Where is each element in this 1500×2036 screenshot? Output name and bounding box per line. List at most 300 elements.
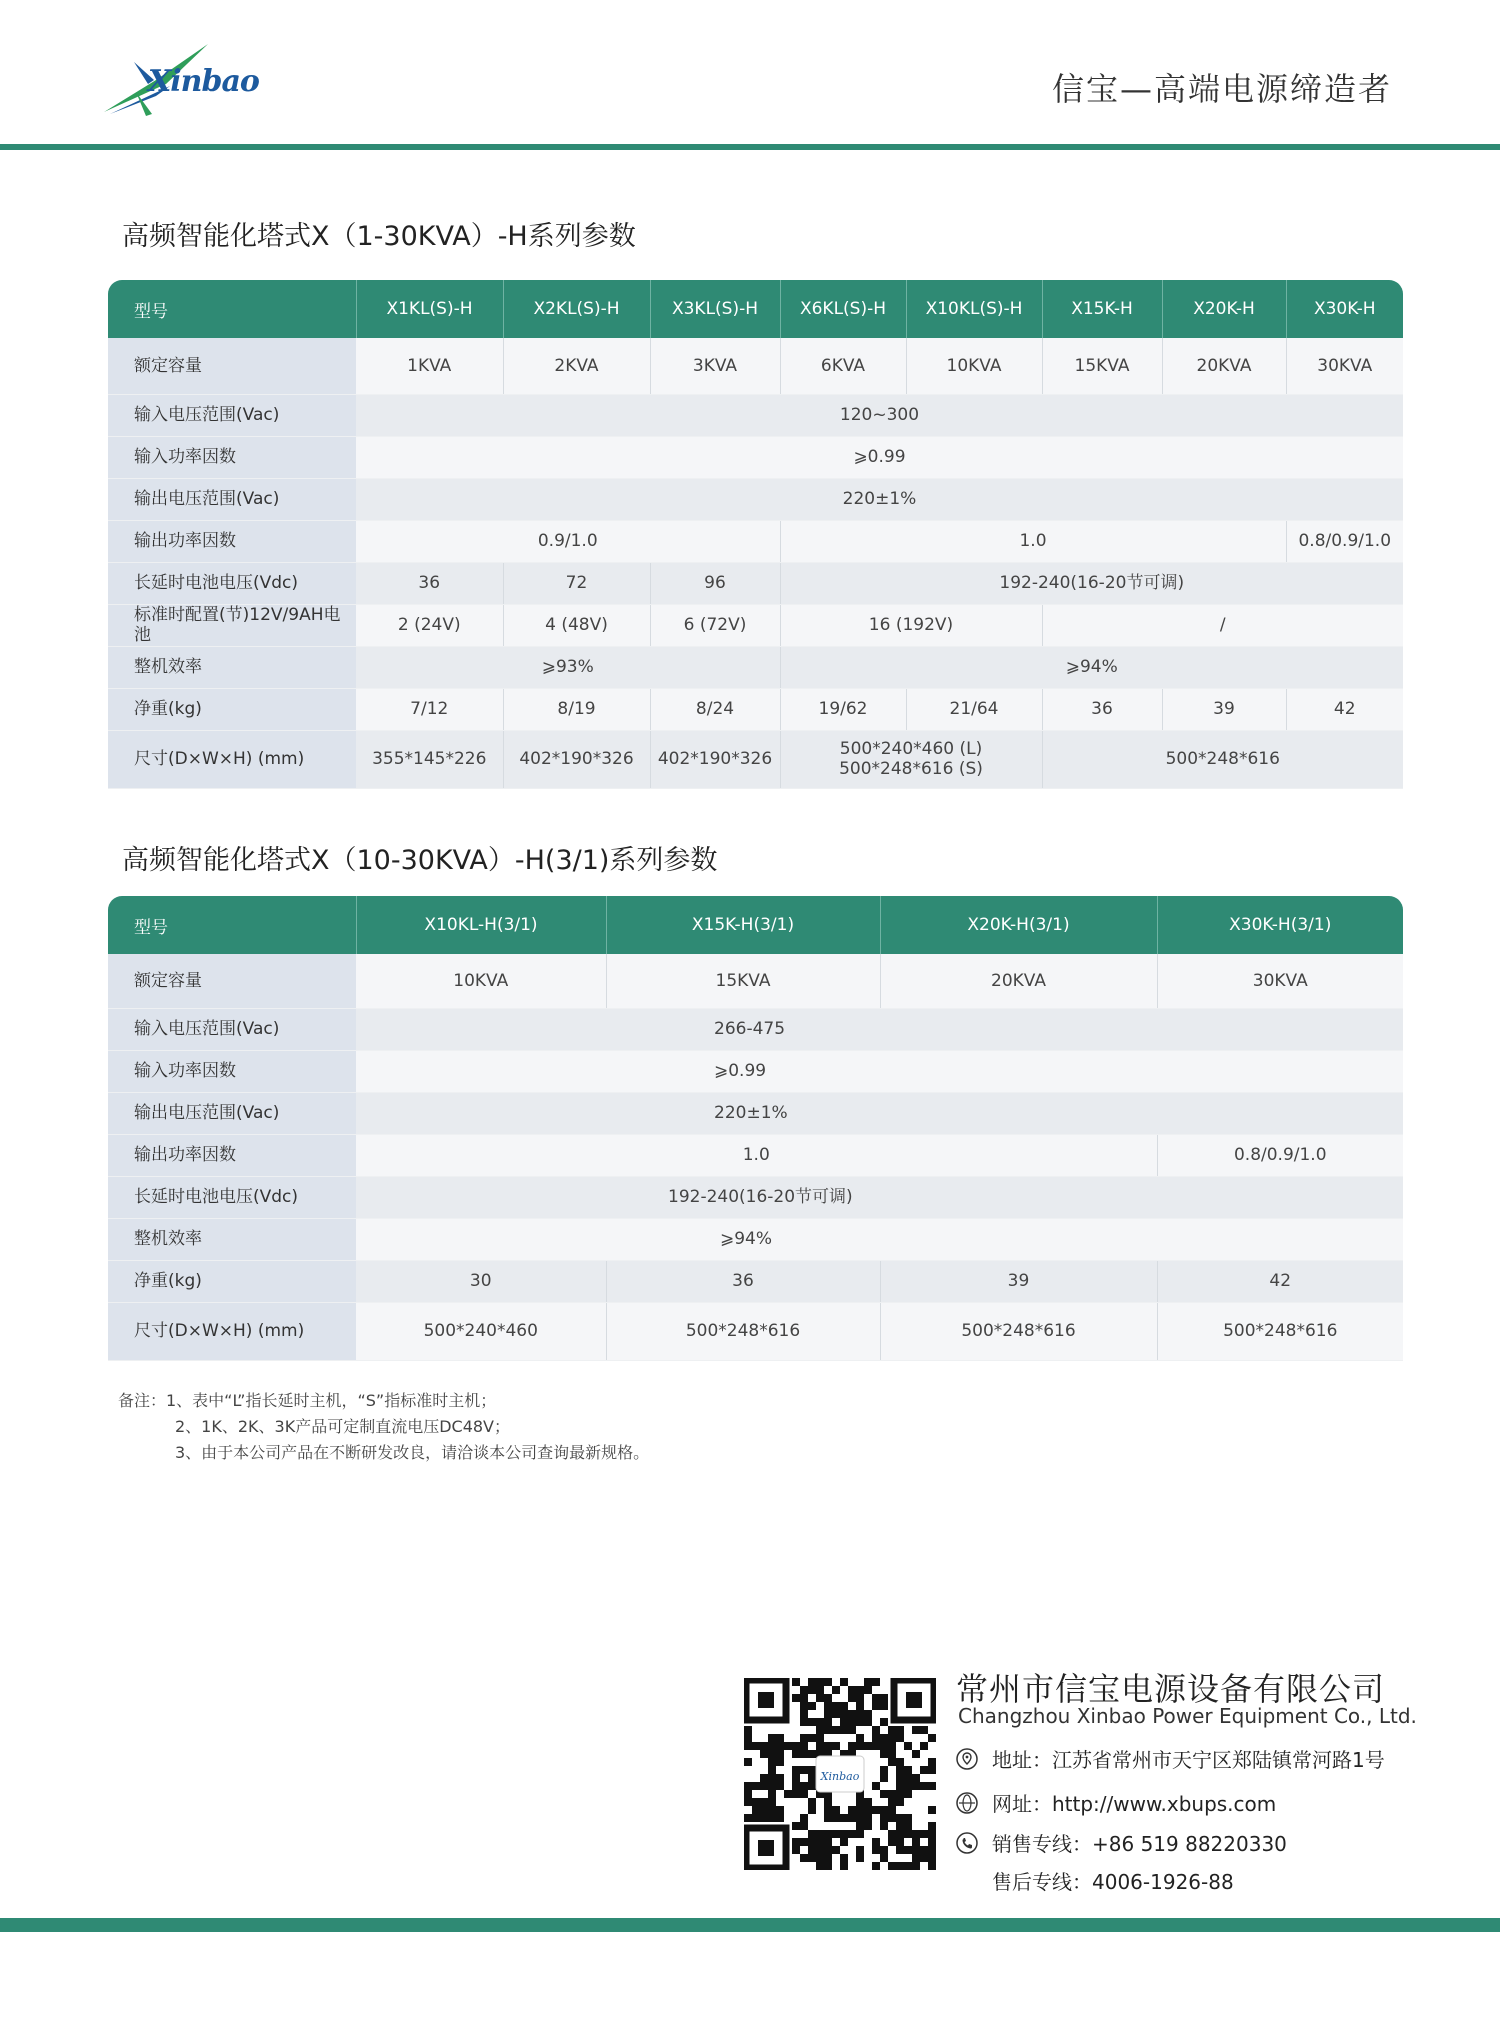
qr-module — [816, 1734, 824, 1742]
qr-module — [856, 1718, 864, 1726]
qr-module — [904, 1782, 912, 1790]
qr-module — [840, 1710, 848, 1718]
qr-module — [808, 1766, 816, 1774]
qr-module — [920, 1830, 928, 1838]
row-label: 尺寸(D×W×H) (mm) — [108, 730, 356, 788]
table-cell: 42 — [1157, 1260, 1403, 1302]
qr-module — [752, 1806, 760, 1814]
qr-module — [840, 1678, 848, 1686]
qr-module — [792, 1782, 800, 1790]
row-label: 输出电压范围(Vac) — [108, 1092, 356, 1134]
table1-title: 高频智能化塔式X（1-30KVA）-H系列参数 — [122, 221, 636, 252]
qr-module — [880, 1814, 888, 1822]
qr-module — [888, 1830, 896, 1838]
qr-module — [888, 1726, 896, 1734]
qr-module — [880, 1774, 888, 1782]
qr-module — [856, 1830, 864, 1838]
website-text[interactable]: 网址：http://www.xbups.com — [992, 1792, 1277, 1816]
qr-module — [912, 1774, 920, 1782]
qr-module — [864, 1798, 872, 1806]
table-cell: 1.0 — [356, 1134, 1157, 1176]
qr-module — [824, 1806, 832, 1814]
qr-module — [880, 1766, 888, 1774]
table-cell: ⩾0.99 — [356, 1050, 1403, 1092]
qr-module — [744, 1734, 752, 1742]
table-cell: 192-240(16-20节可调) — [780, 562, 1403, 604]
qr-module — [776, 1734, 784, 1742]
table-cell: 2 (24V) — [356, 604, 503, 646]
model-header: X30K-H — [1286, 280, 1403, 338]
qr-module — [816, 1854, 824, 1862]
table-cell: 39 — [1162, 688, 1286, 730]
table-cell: 42 — [1286, 688, 1403, 730]
qr-module — [816, 1846, 824, 1854]
globe-icon — [956, 1792, 978, 1814]
qr-module — [824, 1726, 832, 1734]
qr-module — [848, 1694, 856, 1702]
qr-module — [752, 1782, 760, 1790]
qr-module — [776, 1758, 784, 1766]
qr-module — [752, 1798, 760, 1806]
qr-module — [752, 1742, 760, 1750]
company-name-en: Changzhou Xinbao Power Equipment Co., Ltd. — [958, 1704, 1417, 1728]
qr-module — [896, 1766, 904, 1774]
qr-module — [824, 1814, 832, 1822]
qr-module — [912, 1846, 920, 1854]
qr-module — [824, 1798, 832, 1806]
qr-module — [864, 1822, 872, 1830]
table-cell: 6 (72V) — [650, 604, 780, 646]
qr-module — [824, 1862, 832, 1870]
qr-module — [912, 1750, 920, 1758]
qr-module — [824, 1710, 832, 1718]
qr-module — [848, 1726, 856, 1734]
tagline: 信宝—高端电源缔造者 — [1051, 70, 1392, 108]
qr-module — [824, 1838, 832, 1846]
table-cell: 1KVA — [356, 338, 503, 394]
qr-module — [792, 1742, 800, 1750]
table-row — [108, 688, 1403, 730]
qr-module — [800, 1702, 808, 1710]
qr-module — [912, 1854, 920, 1862]
qr-module — [792, 1750, 800, 1758]
qr-module — [824, 1830, 832, 1838]
qr-module — [856, 1710, 864, 1718]
qr-module — [904, 1814, 912, 1822]
contact-service — [956, 1866, 1234, 1895]
qr-module — [792, 1846, 800, 1854]
size-line-s: 500*248*616 (S) — [839, 759, 983, 779]
qr-module — [776, 1742, 784, 1750]
qr-module — [904, 1830, 912, 1838]
table-cell: 0.9/1.0 — [356, 520, 780, 562]
qr-module — [904, 1862, 912, 1870]
table-row — [108, 338, 1403, 394]
qr-module — [832, 1806, 840, 1814]
qr-module — [920, 1742, 928, 1750]
table-cell: 16 (192V) — [780, 604, 1042, 646]
qr-module — [872, 1678, 880, 1686]
qr-module — [880, 1694, 888, 1702]
qr-module — [832, 1814, 840, 1822]
qr-module — [824, 1694, 832, 1702]
table-cell: 402*190*326 — [650, 730, 780, 788]
row-label: 输出功率因数 — [108, 1134, 356, 1176]
qr-module — [848, 1830, 856, 1838]
qr-module — [888, 1750, 896, 1758]
qr-module — [864, 1806, 872, 1814]
row-label: 长延时电池电压(Vdc) — [108, 1176, 356, 1218]
qr-module — [816, 1694, 824, 1702]
qr-module — [768, 1814, 776, 1822]
contact-website — [956, 1788, 1276, 1817]
qr-module — [848, 1710, 856, 1718]
row-label: 整机效率 — [108, 646, 356, 688]
qr-module — [904, 1766, 912, 1774]
qr-module — [856, 1822, 864, 1830]
model-header: X10KL-H(3/1) — [356, 896, 606, 954]
qr-module — [760, 1814, 768, 1822]
table-cell: 500*248*616 — [1042, 730, 1403, 788]
header-model: 型号 — [108, 280, 356, 338]
qr-module — [880, 1734, 888, 1742]
qr-code — [744, 1678, 936, 1870]
qr-module — [856, 1742, 864, 1750]
qr-module — [808, 1806, 816, 1814]
table-row — [108, 1050, 1403, 1092]
qr-module — [848, 1814, 856, 1822]
table-row — [108, 730, 1403, 788]
qr-module — [808, 1830, 816, 1838]
qr-module — [896, 1862, 904, 1870]
table-row — [108, 1260, 1403, 1302]
table-cell: 8/19 — [503, 688, 650, 730]
qr-module — [928, 1766, 936, 1774]
model-header: X1KL(S)-H — [356, 280, 503, 338]
qr-module — [872, 1742, 880, 1750]
qr-module — [800, 1742, 808, 1750]
table-row — [108, 478, 1403, 520]
qr-module — [896, 1838, 904, 1846]
qr-module — [928, 1830, 936, 1838]
row-label: 输出电压范围(Vac) — [108, 478, 356, 520]
qr-module — [896, 1782, 904, 1790]
table-row — [108, 646, 1403, 688]
table-cell: 4 (48V) — [503, 604, 650, 646]
qr-module — [792, 1790, 800, 1798]
table-cell: 36 — [356, 562, 503, 604]
qr-module — [840, 1830, 848, 1838]
qr-module — [896, 1774, 904, 1782]
qr-module — [800, 1718, 808, 1726]
qr-module — [856, 1854, 864, 1862]
model-header: X6KL(S)-H — [780, 280, 906, 338]
table-cell: ⩾0.99 — [356, 436, 1403, 478]
row-label: 尺寸(D×W×H) (mm) — [108, 1302, 356, 1360]
table-row — [108, 954, 1403, 1008]
qr-module — [832, 1830, 840, 1838]
table-cell: 7/12 — [356, 688, 503, 730]
qr-module — [880, 1846, 888, 1854]
qr-module — [880, 1790, 888, 1798]
qr-module — [904, 1774, 912, 1782]
table-cell: 500*248*616 — [1157, 1302, 1403, 1360]
row-label: 长延时电池电压(Vdc) — [108, 562, 356, 604]
qr-module — [808, 1798, 816, 1806]
note-line: 2、1K、2K、3K产品可定制直流电压DC48V； — [175, 1417, 510, 1436]
qr-module — [856, 1814, 864, 1822]
qr-module — [888, 1814, 896, 1822]
qr-module — [880, 1854, 888, 1862]
qr-module — [888, 1806, 896, 1814]
qr-module — [768, 1798, 776, 1806]
qr-module — [800, 1750, 808, 1758]
qr-module — [920, 1726, 928, 1734]
qr-module — [816, 1862, 824, 1870]
table2-title: 高频智能化塔式X（10-30KVA）-H(3/1)系列参数 — [122, 845, 718, 876]
table-row — [108, 604, 1403, 646]
table-cell — [780, 730, 1042, 788]
qr-module — [776, 1750, 784, 1758]
qr-module — [800, 1694, 808, 1702]
qr-module — [760, 1798, 768, 1806]
address-text: 地址：江苏省常州市天宁区郑陆镇常河路1号 — [992, 1748, 1385, 1772]
table-cell: 192-240(16-20节可调) — [356, 1176, 1403, 1218]
qr-module — [744, 1758, 752, 1766]
table-cell: 220±1% — [356, 478, 1403, 520]
qr-module — [816, 1830, 824, 1838]
table-cell: 6KVA — [780, 338, 906, 394]
table-row — [108, 1176, 1403, 1218]
qr-module — [768, 1774, 776, 1782]
qr-module — [848, 1806, 856, 1814]
qr-module — [928, 1734, 936, 1742]
row-label: 输入电压范围(Vac) — [108, 394, 356, 436]
footer-divider — [0, 1918, 1500, 1932]
qr-module — [800, 1814, 808, 1822]
table-row — [108, 1218, 1403, 1260]
qr-module — [864, 1710, 872, 1718]
qr-module — [920, 1854, 928, 1862]
qr-module — [928, 1758, 936, 1766]
qr-module — [888, 1790, 896, 1798]
qr-module — [880, 1750, 888, 1758]
row-label: 标准时配置(节)12V/9AH电池 — [108, 604, 356, 646]
table-cell: 30KVA — [1157, 954, 1403, 1008]
qr-module — [768, 1782, 776, 1790]
qr-module — [792, 1838, 800, 1846]
qr-module — [768, 1766, 776, 1774]
company-name-cn: 常州市信宝电源设备有限公司 — [956, 1670, 1386, 1708]
table-row — [108, 1008, 1403, 1050]
model-header: X15K-H(3/1) — [606, 896, 880, 954]
qr-module — [832, 1686, 840, 1694]
qr-module — [912, 1862, 920, 1870]
table-cell: ⩾94% — [356, 1218, 1403, 1260]
qr-module — [760, 1742, 768, 1750]
location-pin-icon — [956, 1748, 978, 1770]
qr-module — [856, 1846, 864, 1854]
qr-module — [792, 1822, 800, 1830]
qr-module — [848, 1718, 856, 1726]
qr-module — [856, 1686, 864, 1694]
qr-module — [824, 1702, 832, 1710]
qr-module — [896, 1734, 904, 1742]
qr-module — [800, 1734, 808, 1742]
qr-module — [816, 1718, 824, 1726]
qr-module — [864, 1718, 872, 1726]
qr-module — [792, 1694, 800, 1702]
qr-module — [800, 1854, 808, 1862]
table-cell: 1.0 — [780, 520, 1286, 562]
table-cell: 500*248*616 — [880, 1302, 1157, 1360]
qr-module — [872, 1734, 880, 1742]
qr-module — [800, 1822, 808, 1830]
qr-module — [848, 1742, 856, 1750]
qr-module — [856, 1734, 864, 1742]
qr-module — [832, 1710, 840, 1718]
qr-module — [816, 1726, 824, 1734]
qr-module — [920, 1766, 928, 1774]
row-label: 输出功率因数 — [108, 520, 356, 562]
qr-module — [776, 1814, 784, 1822]
qr-module — [832, 1702, 840, 1710]
qr-module — [872, 1702, 880, 1710]
model-header: X20K-H(3/1) — [880, 896, 1157, 954]
qr-module — [840, 1718, 848, 1726]
qr-module — [896, 1726, 904, 1734]
header-divider — [0, 144, 1500, 150]
qr-module — [792, 1774, 800, 1782]
sales-text: 销售专线：+86 519 88220330 — [992, 1832, 1287, 1856]
note-line: 备注：1、表中“L”指长延时主机，“S”指标准时主机； — [118, 1391, 497, 1410]
qr-module — [888, 1742, 896, 1750]
row-label: 额定容量 — [108, 338, 356, 394]
qr-module — [880, 1822, 888, 1830]
table-cell: 15KVA — [606, 954, 880, 1008]
row-label: 额定容量 — [108, 954, 356, 1008]
qr-module — [824, 1742, 832, 1750]
table-cell: 72 — [503, 562, 650, 604]
qr-module — [824, 1854, 832, 1862]
qr-module — [872, 1862, 880, 1870]
qr-module — [928, 1838, 936, 1846]
table-cell: / — [1042, 604, 1403, 646]
qr-module — [928, 1806, 936, 1814]
qr-module — [816, 1742, 824, 1750]
qr-module — [928, 1822, 936, 1830]
row-label: 净重(kg) — [108, 688, 356, 730]
qr-module — [896, 1846, 904, 1854]
qr-module — [808, 1678, 816, 1686]
contact-sales — [956, 1828, 1287, 1857]
qr-module — [808, 1854, 816, 1862]
qr-module — [864, 1686, 872, 1694]
qr-module — [872, 1846, 880, 1854]
qr-module — [912, 1782, 920, 1790]
qr-module — [872, 1726, 880, 1734]
qr-module — [888, 1838, 896, 1846]
contact-address — [956, 1744, 1385, 1773]
qr-module — [864, 1678, 872, 1686]
size-line-l: 500*240*460 (L) — [839, 739, 983, 759]
table-row — [108, 1302, 1403, 1360]
qr-module — [808, 1838, 816, 1846]
qr-module — [760, 1750, 768, 1758]
qr-module — [784, 1742, 792, 1750]
qr-module — [760, 1774, 768, 1782]
qr-module — [816, 1838, 824, 1846]
qr-module — [768, 1742, 776, 1750]
qr-module — [808, 1686, 816, 1694]
qr-module — [856, 1806, 864, 1814]
table-cell: 2KVA — [503, 338, 650, 394]
qr-module — [888, 1798, 896, 1806]
qr-module — [792, 1678, 800, 1686]
qr-module — [848, 1686, 856, 1694]
qr-module — [824, 1718, 832, 1726]
qr-module — [872, 1694, 880, 1702]
qr-module — [840, 1726, 848, 1734]
qr-module — [760, 1806, 768, 1814]
qr-module — [912, 1726, 920, 1734]
table-cell: 20KVA — [880, 954, 1157, 1008]
note-line: 3、由于本公司产品在不断研发改良，请洽谈本公司查询最新规格。 — [175, 1443, 650, 1462]
qr-module — [880, 1806, 888, 1814]
qr-module — [840, 1838, 848, 1846]
qr-module — [912, 1830, 920, 1838]
qr-module — [928, 1862, 936, 1870]
qr-module — [760, 1782, 768, 1790]
qr-module — [840, 1854, 848, 1862]
qr-module — [856, 1694, 864, 1702]
qr-module — [896, 1790, 904, 1798]
qr-module — [832, 1846, 840, 1854]
table-cell: 30 — [356, 1260, 606, 1302]
table-cell: 355*145*226 — [356, 730, 503, 788]
qr-module — [904, 1742, 912, 1750]
model-header: X20K-H — [1162, 280, 1286, 338]
model-header: X2KL(S)-H — [503, 280, 650, 338]
table-cell: 402*190*326 — [503, 730, 650, 788]
qr-module — [776, 1806, 784, 1814]
qr-module — [776, 1774, 784, 1782]
qr-module — [896, 1822, 904, 1830]
qr-module — [800, 1838, 808, 1846]
table-row — [108, 436, 1403, 478]
qr-module — [904, 1846, 912, 1854]
qr-module — [872, 1806, 880, 1814]
qr-module — [824, 1846, 832, 1854]
table-cell: 120~300 — [356, 394, 1403, 436]
qr-module — [808, 1702, 816, 1710]
qr-module — [808, 1846, 816, 1854]
qr-module — [744, 1782, 752, 1790]
qr-module — [768, 1790, 776, 1798]
qr-module — [888, 1758, 896, 1766]
qr-logo-text: Xinbao — [820, 1770, 860, 1783]
qr-module — [808, 1774, 816, 1782]
qr-module — [744, 1814, 752, 1822]
qr-module — [752, 1814, 760, 1822]
table-cell: 36 — [606, 1260, 880, 1302]
table-cell: ⩾93% — [356, 646, 780, 688]
qr-module — [744, 1790, 752, 1798]
table-cell: 8/24 — [650, 688, 780, 730]
qr-module — [896, 1830, 904, 1838]
qr-module — [872, 1782, 880, 1790]
qr-module — [776, 1782, 784, 1790]
